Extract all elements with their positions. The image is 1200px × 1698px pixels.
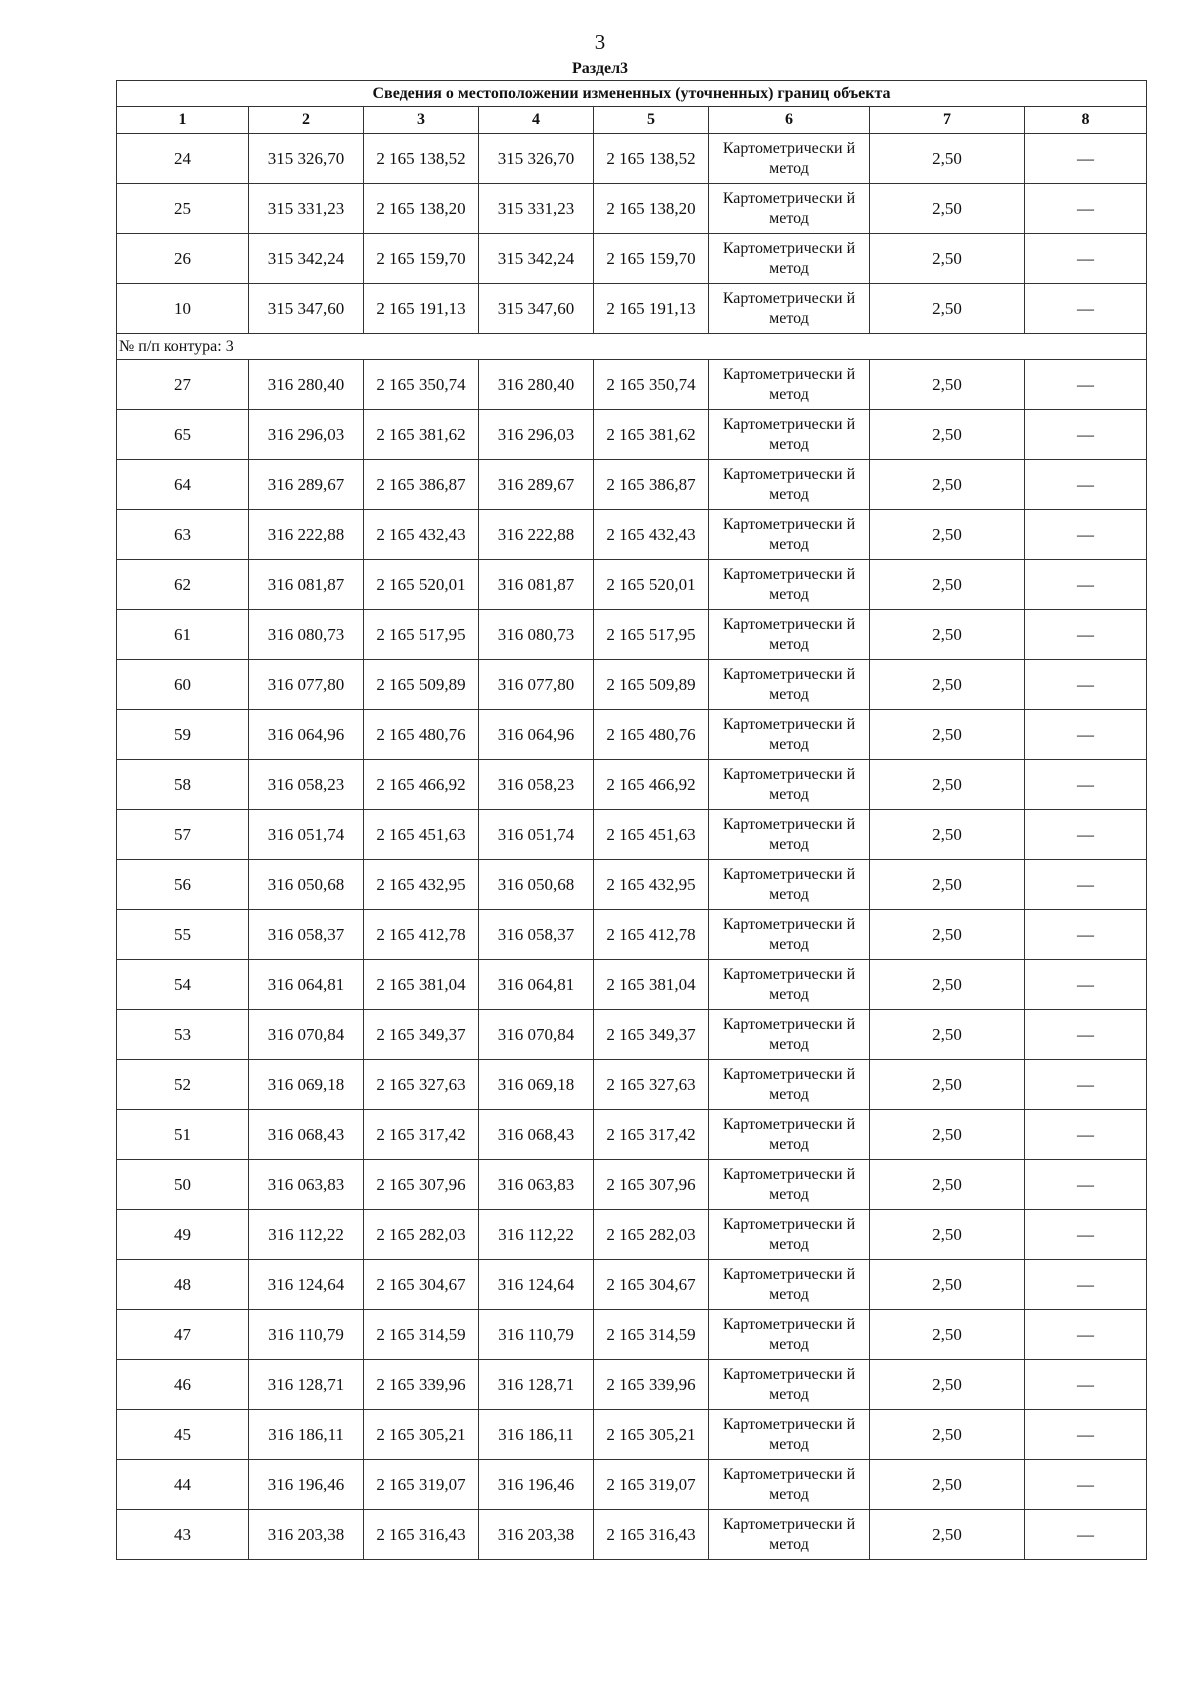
- table-row: [117, 610, 1147, 660]
- table-cell: 2 165 307,96: [594, 1160, 709, 1210]
- table-cell: 316 112,22: [479, 1210, 594, 1260]
- table-cell: 2 165 327,63: [364, 1060, 479, 1110]
- table-cell: 2,50: [870, 960, 1025, 1010]
- table-cell: 316 296,03: [479, 410, 594, 460]
- table-cell: 53: [117, 1010, 249, 1060]
- table-cell: 2,50: [870, 610, 1025, 660]
- table-cell: Картометрически й метод: [709, 184, 870, 234]
- table-cell: —: [1025, 284, 1147, 334]
- table-cell: 2 165 282,03: [594, 1210, 709, 1260]
- table-cell: 10: [117, 284, 249, 334]
- table-cell: 2,50: [870, 460, 1025, 510]
- table-cell: 2 165 509,89: [594, 660, 709, 710]
- table-cell: 46: [117, 1360, 249, 1410]
- table-title: Сведения о местоположении измененных (уточненных) границ объекта: [117, 81, 1147, 107]
- table-cell: 45: [117, 1410, 249, 1460]
- table-cell: 2 165 316,43: [364, 1510, 479, 1560]
- table-cell: 2 165 191,13: [594, 284, 709, 334]
- table-cell: 316 081,87: [479, 560, 594, 610]
- table-cell: 315 326,70: [479, 134, 594, 184]
- table-cell: 44: [117, 1460, 249, 1510]
- table-cell: 2 165 480,76: [364, 710, 479, 760]
- table-row: [117, 760, 1147, 810]
- table-row: [117, 1310, 1147, 1360]
- table-cell: 2,50: [870, 810, 1025, 860]
- table-cell: 2 165 349,37: [594, 1010, 709, 1060]
- table-cell: Картометрически й метод: [709, 1210, 870, 1260]
- table-cell: 316 068,43: [249, 1110, 364, 1160]
- table-cell: 316 280,40: [479, 360, 594, 410]
- column-number-header: 8: [1025, 107, 1147, 134]
- table-cell: Картометрически й метод: [709, 710, 870, 760]
- table-cell: 51: [117, 1110, 249, 1160]
- table-cell: 2 165 451,63: [594, 810, 709, 860]
- table-cell: 2,50: [870, 234, 1025, 284]
- table-cell: —: [1025, 760, 1147, 810]
- table-cell: 316 296,03: [249, 410, 364, 460]
- table-cell: 316 112,22: [249, 1210, 364, 1260]
- table-cell: 316 077,80: [249, 660, 364, 710]
- table-cell: 52: [117, 1060, 249, 1110]
- table-title-row: [117, 81, 1147, 107]
- table-cell: 316 196,46: [479, 1460, 594, 1510]
- table-row: [117, 1510, 1147, 1560]
- table-cell: 315 331,23: [479, 184, 594, 234]
- table-cell: 61: [117, 610, 249, 660]
- table-cell: 315 347,60: [249, 284, 364, 334]
- table-cell: 316 203,38: [249, 1510, 364, 1560]
- table-row: [117, 1410, 1147, 1460]
- table-cell: 316 058,37: [249, 910, 364, 960]
- table-cell: 63: [117, 510, 249, 560]
- table-cell: 315 331,23: [249, 184, 364, 234]
- table-cell: 2 165 480,76: [594, 710, 709, 760]
- table-row: [117, 1360, 1147, 1410]
- table-row: [117, 710, 1147, 760]
- table-cell: 2,50: [870, 760, 1025, 810]
- table-cell: 2 165 317,42: [364, 1110, 479, 1160]
- table-cell: 2 165 305,21: [594, 1410, 709, 1460]
- table-cell: 2,50: [870, 510, 1025, 560]
- table-cell: 2,50: [870, 660, 1025, 710]
- table-cell: 2,50: [870, 1010, 1025, 1060]
- table-row: [117, 1010, 1147, 1060]
- table-cell: 2 165 517,95: [594, 610, 709, 660]
- table-cell: Картометрически й метод: [709, 234, 870, 284]
- table-cell: 2,50: [870, 710, 1025, 760]
- table-cell: 316 050,68: [479, 860, 594, 910]
- table-cell: 2 165 314,59: [364, 1310, 479, 1360]
- table-cell: 2 165 191,13: [364, 284, 479, 334]
- table-cell: 2 165 305,21: [364, 1410, 479, 1460]
- table-cell: 2 165 520,01: [594, 560, 709, 610]
- table-cell: 64: [117, 460, 249, 510]
- table-cell: 316 124,64: [479, 1260, 594, 1310]
- table-cell: 43: [117, 1510, 249, 1560]
- table-cell: 2,50: [870, 1210, 1025, 1260]
- table-row: [117, 1260, 1147, 1310]
- table-cell: 2,50: [870, 134, 1025, 184]
- table-cell: 54: [117, 960, 249, 1010]
- table-cell: 2 165 282,03: [364, 1210, 479, 1260]
- table-row: [117, 810, 1147, 860]
- table-cell: Картометрически й метод: [709, 134, 870, 184]
- column-number-header: 3: [364, 107, 479, 134]
- table-row: [117, 1460, 1147, 1510]
- table-cell: 2 165 138,20: [594, 184, 709, 234]
- table-cell: Картометрически й метод: [709, 1060, 870, 1110]
- table-cell: 315 347,60: [479, 284, 594, 334]
- table-cell: 56: [117, 860, 249, 910]
- table-cell: 316 050,68: [249, 860, 364, 910]
- table-cell: Картометрически й метод: [709, 660, 870, 710]
- table-cell: —: [1025, 1310, 1147, 1360]
- table-cell: 316 081,87: [249, 560, 364, 610]
- table-cell: Картометрически й метод: [709, 360, 870, 410]
- table-cell: 316 289,67: [249, 460, 364, 510]
- table-cell: 2 165 304,67: [364, 1260, 479, 1310]
- table-cell: 2,50: [870, 1460, 1025, 1510]
- column-number-header: 2: [249, 107, 364, 134]
- table-cell: 2,50: [870, 910, 1025, 960]
- table-cell: 2,50: [870, 284, 1025, 334]
- table-cell: 2 165 381,04: [594, 960, 709, 1010]
- table-cell: 316 069,18: [479, 1060, 594, 1110]
- table-cell: Картометрически й метод: [709, 910, 870, 960]
- table-row: [117, 860, 1147, 910]
- table-cell: 2 165 317,42: [594, 1110, 709, 1160]
- table-cell: 316 064,96: [249, 710, 364, 760]
- table-cell: 316 070,84: [479, 1010, 594, 1060]
- column-number-header: 4: [479, 107, 594, 134]
- table-cell: 316 222,88: [249, 510, 364, 560]
- table-cell: 2 165 451,63: [364, 810, 479, 860]
- table-cell: 2,50: [870, 1060, 1025, 1110]
- table-cell: —: [1025, 460, 1147, 510]
- table-row: [117, 910, 1147, 960]
- table-cell: 2 165 381,62: [594, 410, 709, 460]
- contour-label-row: [117, 334, 1147, 360]
- table-cell: 316 203,38: [479, 1510, 594, 1560]
- page-number: 3: [594, 30, 606, 54]
- table-cell: 316 080,73: [249, 610, 364, 660]
- table-cell: 2 165 138,52: [364, 134, 479, 184]
- table-cell: 316 124,64: [249, 1260, 364, 1310]
- table-cell: Картометрически й метод: [709, 1360, 870, 1410]
- table-cell: 316 070,84: [249, 1010, 364, 1060]
- table-cell: 2,50: [870, 1410, 1025, 1460]
- table-cell: 2 165 520,01: [364, 560, 479, 610]
- table-cell: 316 110,79: [249, 1310, 364, 1360]
- table-cell: —: [1025, 184, 1147, 234]
- table-cell: 57: [117, 810, 249, 860]
- table-cell: 316 063,83: [249, 1160, 364, 1210]
- table-cell: 2 165 412,78: [594, 910, 709, 960]
- table-cell: Картометрически й метод: [709, 960, 870, 1010]
- table-cell: 49: [117, 1210, 249, 1260]
- table-cell: Картометрически й метод: [709, 1310, 870, 1360]
- table-cell: 316 080,73: [479, 610, 594, 660]
- table-cell: —: [1025, 860, 1147, 910]
- table-cell: 316 064,81: [479, 960, 594, 1010]
- table-cell: 316 051,74: [479, 810, 594, 860]
- table-cell: —: [1025, 134, 1147, 184]
- contour-label: № п/п контура: 3: [117, 334, 1147, 360]
- table-cell: Картометрически й метод: [709, 1110, 870, 1160]
- table-cell: Картометрически й метод: [709, 1460, 870, 1510]
- table-cell: 2 165 381,62: [364, 410, 479, 460]
- column-number-header: 6: [709, 107, 870, 134]
- table-cell: 2,50: [870, 1510, 1025, 1560]
- table-cell: 316 186,11: [249, 1410, 364, 1460]
- table-cell: 2 165 412,78: [364, 910, 479, 960]
- table-row: [117, 184, 1147, 234]
- table-cell: —: [1025, 1210, 1147, 1260]
- table-cell: 316 110,79: [479, 1310, 594, 1360]
- table-cell: 2 165 304,67: [594, 1260, 709, 1310]
- table-cell: 48: [117, 1260, 249, 1310]
- table-cell: —: [1025, 610, 1147, 660]
- column-number-header: 7: [870, 107, 1025, 134]
- table-cell: 316 289,67: [479, 460, 594, 510]
- table-cell: 27: [117, 360, 249, 410]
- table-cell: 2 165 327,63: [594, 1060, 709, 1110]
- table-row: [117, 510, 1147, 560]
- table-cell: 2 165 159,70: [364, 234, 479, 284]
- table-cell: 2 165 432,43: [364, 510, 479, 560]
- table-cell: —: [1025, 710, 1147, 760]
- table-cell: —: [1025, 1460, 1147, 1510]
- table-cell: 50: [117, 1160, 249, 1210]
- table-row: [117, 1160, 1147, 1210]
- table-cell: 2 165 432,95: [594, 860, 709, 910]
- table-cell: 60: [117, 660, 249, 710]
- table-row: [117, 1210, 1147, 1260]
- table-cell: 2 165 386,87: [594, 460, 709, 510]
- table-cell: —: [1025, 1160, 1147, 1210]
- table-cell: 65: [117, 410, 249, 460]
- table-cell: 2 165 432,43: [594, 510, 709, 560]
- table-cell: 24: [117, 134, 249, 184]
- table-cell: 316 064,96: [479, 710, 594, 760]
- table-cell: 315 342,24: [249, 234, 364, 284]
- table-cell: 316 280,40: [249, 360, 364, 410]
- table-cell: 316 058,37: [479, 910, 594, 960]
- table-cell: 316 186,11: [479, 1410, 594, 1460]
- table-cell: —: [1025, 660, 1147, 710]
- table-cell: 2 165 386,87: [364, 460, 479, 510]
- table-cell: 2 165 350,74: [594, 360, 709, 410]
- table-cell: 2 165 509,89: [364, 660, 479, 710]
- table-cell: 316 077,80: [479, 660, 594, 710]
- table-cell: 316 064,81: [249, 960, 364, 1010]
- table-cell: —: [1025, 1510, 1147, 1560]
- table-cell: 2 165 319,07: [364, 1460, 479, 1510]
- table-cell: 2,50: [870, 860, 1025, 910]
- table-cell: 2 165 349,37: [364, 1010, 479, 1060]
- table-cell: Картометрически й метод: [709, 1410, 870, 1460]
- table-cell: —: [1025, 1260, 1147, 1310]
- table-cell: 316 051,74: [249, 810, 364, 860]
- table-cell: 2,50: [870, 1310, 1025, 1360]
- table-cell: 2,50: [870, 1360, 1025, 1410]
- table-cell: 2,50: [870, 560, 1025, 610]
- table-row: [117, 234, 1147, 284]
- table-cell: 59: [117, 710, 249, 760]
- column-number-header: 5: [594, 107, 709, 134]
- table-cell: 26: [117, 234, 249, 284]
- column-number-row: [117, 107, 1147, 134]
- table-cell: 316 128,71: [249, 1360, 364, 1410]
- table-cell: 2,50: [870, 184, 1025, 234]
- table-cell: 316 128,71: [479, 1360, 594, 1410]
- table-row: [117, 360, 1147, 410]
- table-cell: Картометрически й метод: [709, 810, 870, 860]
- table-row: [117, 560, 1147, 610]
- table-cell: Картометрически й метод: [709, 1010, 870, 1060]
- table-cell: —: [1025, 1110, 1147, 1160]
- table-cell: 316 068,43: [479, 1110, 594, 1160]
- table-row: [117, 460, 1147, 510]
- column-number-header: 1: [117, 107, 249, 134]
- table-cell: 315 326,70: [249, 134, 364, 184]
- table-cell: 2 165 319,07: [594, 1460, 709, 1510]
- table-cell: 2 165 466,92: [364, 760, 479, 810]
- section-title: Раздел3: [571, 60, 629, 77]
- table-cell: 2 165 339,96: [594, 1360, 709, 1410]
- table-cell: Картометрически й метод: [709, 410, 870, 460]
- table-cell: Картометрически й метод: [709, 1510, 870, 1560]
- table-cell: Картометрически й метод: [709, 1160, 870, 1210]
- table-cell: 2 165 381,04: [364, 960, 479, 1010]
- table-cell: 2,50: [870, 410, 1025, 460]
- table-cell: —: [1025, 1410, 1147, 1460]
- table-cell: 62: [117, 560, 249, 610]
- table-cell: 316 069,18: [249, 1060, 364, 1110]
- table-cell: —: [1025, 1060, 1147, 1110]
- table-cell: Картометрически й метод: [709, 510, 870, 560]
- table-cell: —: [1025, 1360, 1147, 1410]
- table-cell: Картометрически й метод: [709, 1260, 870, 1310]
- table-row: [117, 960, 1147, 1010]
- table-cell: 58: [117, 760, 249, 810]
- table-cell: 2,50: [870, 360, 1025, 410]
- table-cell: —: [1025, 560, 1147, 610]
- table-cell: —: [1025, 234, 1147, 284]
- table-cell: 2,50: [870, 1260, 1025, 1310]
- table-row: [117, 1110, 1147, 1160]
- table-cell: 315 342,24: [479, 234, 594, 284]
- table-cell: 2 165 339,96: [364, 1360, 479, 1410]
- table-cell: 2 165 314,59: [594, 1310, 709, 1360]
- table-cell: 316 058,23: [249, 760, 364, 810]
- table-cell: —: [1025, 910, 1147, 960]
- table-cell: 2 165 432,95: [364, 860, 479, 910]
- table-row: [117, 660, 1147, 710]
- table-cell: —: [1025, 1010, 1147, 1060]
- table-cell: Картометрически й метод: [709, 610, 870, 660]
- table-cell: 316 196,46: [249, 1460, 364, 1510]
- table-cell: 25: [117, 184, 249, 234]
- table-row: [117, 1060, 1147, 1110]
- table-cell: 2,50: [870, 1160, 1025, 1210]
- table-cell: 2 165 316,43: [594, 1510, 709, 1560]
- table-cell: 2 165 138,20: [364, 184, 479, 234]
- table-cell: 47: [117, 1310, 249, 1360]
- table-cell: 316 222,88: [479, 510, 594, 560]
- table-cell: Картометрически й метод: [709, 560, 870, 610]
- table-row: [117, 284, 1147, 334]
- table-cell: —: [1025, 360, 1147, 410]
- table-cell: 2 165 138,52: [594, 134, 709, 184]
- table-cell: Картометрически й метод: [709, 760, 870, 810]
- table-cell: —: [1025, 810, 1147, 860]
- table-cell: —: [1025, 510, 1147, 560]
- table-cell: 2 165 159,70: [594, 234, 709, 284]
- table-cell: 2,50: [870, 1110, 1025, 1160]
- table-cell: 316 058,23: [479, 760, 594, 810]
- table-cell: Картометрически й метод: [709, 284, 870, 334]
- table-row: [117, 410, 1147, 460]
- table-cell: 2 165 350,74: [364, 360, 479, 410]
- table-cell: Картометрически й метод: [709, 460, 870, 510]
- table-cell: 2 165 307,96: [364, 1160, 479, 1210]
- table-row: [117, 134, 1147, 184]
- table-cell: 2 165 517,95: [364, 610, 479, 660]
- boundary-coordinates-table: [116, 80, 1147, 1560]
- table-cell: —: [1025, 960, 1147, 1010]
- table-cell: —: [1025, 410, 1147, 460]
- table-cell: Картометрически й метод: [709, 860, 870, 910]
- table-cell: 2 165 466,92: [594, 760, 709, 810]
- table-cell: 55: [117, 910, 249, 960]
- table-cell: 316 063,83: [479, 1160, 594, 1210]
